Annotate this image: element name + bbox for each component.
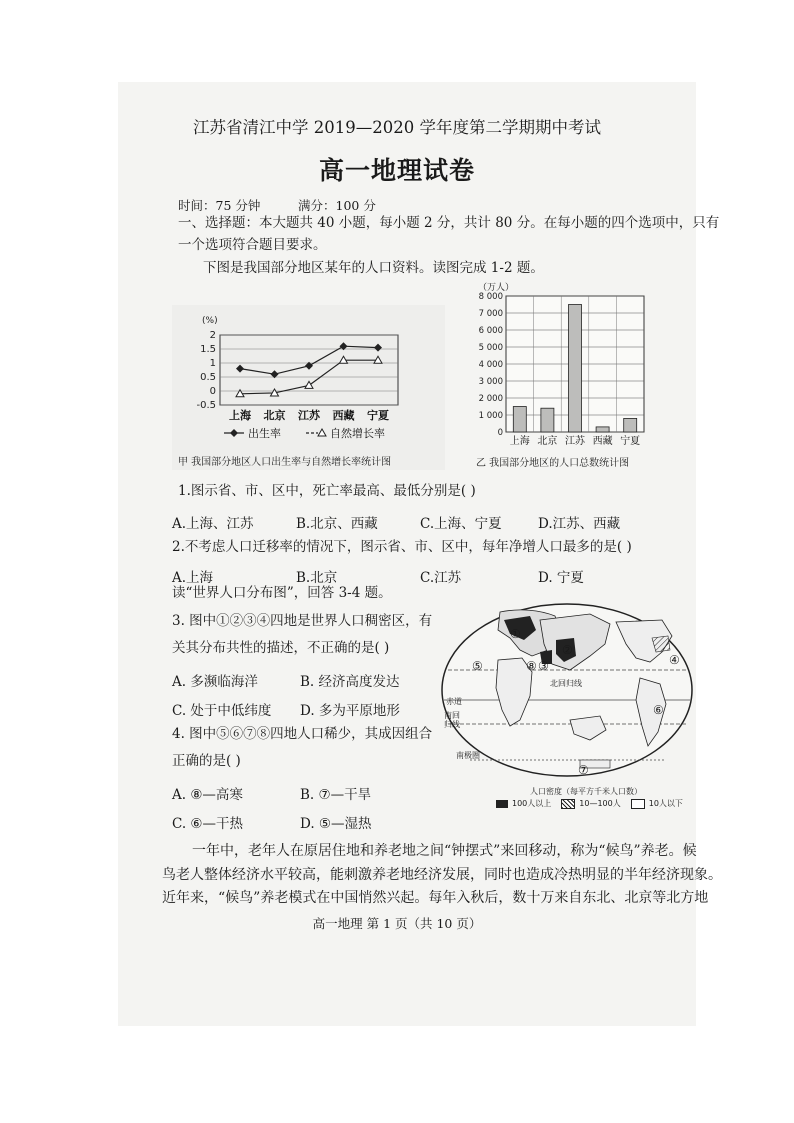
- q3-option-c[interactable]: C. 处于中低纬度: [172, 703, 272, 719]
- x-tick-label: 江苏: [298, 409, 320, 422]
- map-label-3: ③: [538, 659, 549, 673]
- map-label-antarctic-circle: 南极圈: [456, 751, 480, 760]
- x-tick-label: 江苏: [565, 436, 585, 447]
- x-tick-label: 西藏: [332, 409, 355, 422]
- intro-3-4: 读“世界人口分布图”，回答 3-4 题。: [172, 585, 392, 601]
- q4-option-b[interactable]: B. ⑦—干旱: [300, 787, 372, 803]
- school-exam-line: 江苏省清江中学 2019—2020 学年度第二学期期中考试: [193, 118, 601, 137]
- q4-option-c[interactable]: C. ⑥—干热: [172, 816, 244, 832]
- q3-option-a[interactable]: A. 多濒临海洋: [172, 674, 258, 690]
- map-label-7: ⑦: [578, 763, 589, 777]
- intro-1-2: 下图是我国部分地区某年的人口资料。读图完成 1-2 题。: [203, 260, 544, 276]
- map-label-tropic-capricorn: 南回 归线: [444, 711, 460, 729]
- y-tick-label: 0: [209, 386, 216, 397]
- exam-title: 高一地理试卷: [318, 156, 475, 185]
- map-label-2: ②: [562, 643, 573, 657]
- legend-swatch-sparse: [631, 799, 645, 809]
- legend-label-sparse: 10人以下: [648, 799, 683, 808]
- q4-option-a[interactable]: A. ⑧—高寒: [172, 787, 243, 803]
- section-instruction-1: 一、选择题：本大题共 40 小题，每小题 2 分，共计 80 分。在每小题的四个选项中，只有: [178, 215, 720, 231]
- y-tick-label: 1.5: [200, 344, 216, 355]
- world-population-map: [440, 600, 694, 818]
- legend-label-natural-growth: 自然增长率: [330, 427, 385, 440]
- chart-birth-rate: [172, 305, 445, 470]
- q3-option-d[interactable]: D. 多为平原地形: [300, 703, 400, 719]
- legend-marker-birth-rate: [230, 429, 238, 437]
- y-tick-label: 1 000: [478, 411, 503, 421]
- q2-option-c[interactable]: C.江苏: [420, 570, 462, 586]
- chart-a-caption: 甲 我国部分地区人口出生率与自然增长率统计图: [178, 457, 392, 468]
- bar-西藏: [596, 427, 609, 432]
- map-label-5: ⑤: [472, 659, 483, 673]
- map-label-equator: 赤道: [446, 697, 462, 706]
- y-tick-label: 0: [497, 428, 503, 438]
- x-tick-label: 宁夏: [367, 409, 389, 422]
- page-footer: 高一地理 第 1 页（共 10 页）: [312, 916, 482, 931]
- bar-chart-svg: [468, 280, 656, 470]
- x-tick-label: 北京: [537, 436, 558, 447]
- q2-stem: 2.不考虑人口迁移率的情况下，图示省、市、区中，每年净增人口最多的是( ): [172, 539, 632, 555]
- x-tick-label: 宁夏: [620, 436, 641, 447]
- x-tick-label: 西藏: [592, 436, 613, 447]
- y-tick-label: 8 000: [478, 292, 503, 302]
- y-axis-unit: （万人）: [478, 283, 515, 293]
- q1-option-b[interactable]: B.北京、西藏: [296, 516, 378, 532]
- q1-stem: 1.图示省、市、区中，死亡率最高、最低分别是( ): [178, 483, 476, 499]
- q3-option-b[interactable]: B. 经济高度发达: [300, 674, 400, 690]
- bar-北京: [541, 408, 554, 432]
- y-tick-label: -0.5: [196, 400, 216, 411]
- map-label-tropic-cancer: 北回归线: [550, 679, 582, 688]
- y-tick-label: 6 000: [478, 326, 503, 336]
- legend-marker-natural-growth: [318, 429, 326, 436]
- map-label-8: ⑧: [526, 659, 537, 673]
- q3-stem-line2: 关其分布共性的描述，不正确的是( ): [172, 640, 390, 656]
- q2-option-a[interactable]: A.上海: [172, 570, 214, 586]
- q3-stem-line1: 3. 图中①②③④四地是世界人口稠密区，有: [172, 613, 433, 629]
- q1-option-a[interactable]: A.上海、江苏: [172, 516, 254, 532]
- q4-option-d[interactable]: D. ⑤—湿热: [300, 816, 372, 832]
- y-tick-label: 5 000: [478, 343, 503, 353]
- map-label-4: ④: [669, 653, 680, 667]
- legend-label-medium: 10—100人: [579, 799, 621, 808]
- legend-label-birth-rate: 出生率: [248, 427, 281, 440]
- bar-上海: [513, 407, 526, 433]
- bar-宁夏: [624, 418, 637, 432]
- q4-stem-line2: 正确的是( ): [172, 753, 241, 769]
- map-label-1: ①: [510, 627, 521, 641]
- y-tick-label: 2 000: [478, 394, 503, 404]
- q1-option-d[interactable]: D.江苏、西藏: [538, 516, 621, 532]
- x-tick-label: 上海: [229, 409, 251, 422]
- line-chart-svg: [172, 305, 445, 470]
- q4-stem-line1: 4. 图中⑤⑥⑦⑧四地人口稀少，其成因组合: [172, 726, 433, 742]
- y-axis-unit: (%): [202, 316, 218, 326]
- bar-江苏: [569, 305, 582, 433]
- map-legend: [496, 798, 683, 809]
- x-tick-label: 北京: [263, 409, 286, 422]
- x-tick-label: 上海: [509, 436, 530, 447]
- exam-time: 时间：75 分钟: [178, 198, 261, 213]
- map-legend-title: 人口密度（每平方千米人口数）: [530, 787, 642, 796]
- y-tick-label: 4 000: [478, 360, 503, 370]
- chart-b-caption: 乙 我国部分地区的人口总数统计图: [476, 458, 630, 469]
- chart-population-total: [468, 280, 656, 470]
- section-instruction-2: 一个选项符合题目要求。: [178, 237, 327, 253]
- legend-swatch-dense: [496, 800, 508, 808]
- map-label-6: ⑥: [653, 703, 664, 717]
- y-tick-label: 7 000: [478, 309, 503, 319]
- legend-label-dense: 100人以上: [512, 799, 552, 808]
- y-tick-label: 2: [209, 330, 216, 341]
- y-tick-label: 3 000: [478, 377, 503, 387]
- q2-option-b[interactable]: B.北京: [296, 570, 338, 586]
- passage-line-3: 近年来，“候鸟”养老模式在中国悄然兴起。每年入秋后，数十万来自东北、北京等北方地: [162, 890, 709, 906]
- y-tick-label: 0.5: [200, 372, 216, 383]
- exam-score: 满分：100 分: [298, 198, 376, 213]
- passage-line-2: 鸟老人整体经济水平较高，能刺激养老地经济发展，同时也造成冷热明显的半年经济现象。: [162, 867, 722, 883]
- y-tick-label: 1: [209, 358, 216, 369]
- q1-option-c[interactable]: C.上海、宁夏: [420, 516, 502, 532]
- q2-option-d[interactable]: D. 宁夏: [538, 570, 584, 586]
- legend-swatch-medium: [561, 799, 575, 809]
- passage-line-1: 一年中，老年人在原居住地和养老地之间“钟摆式”来回移动，称为“候鸟”养老。候: [192, 843, 697, 859]
